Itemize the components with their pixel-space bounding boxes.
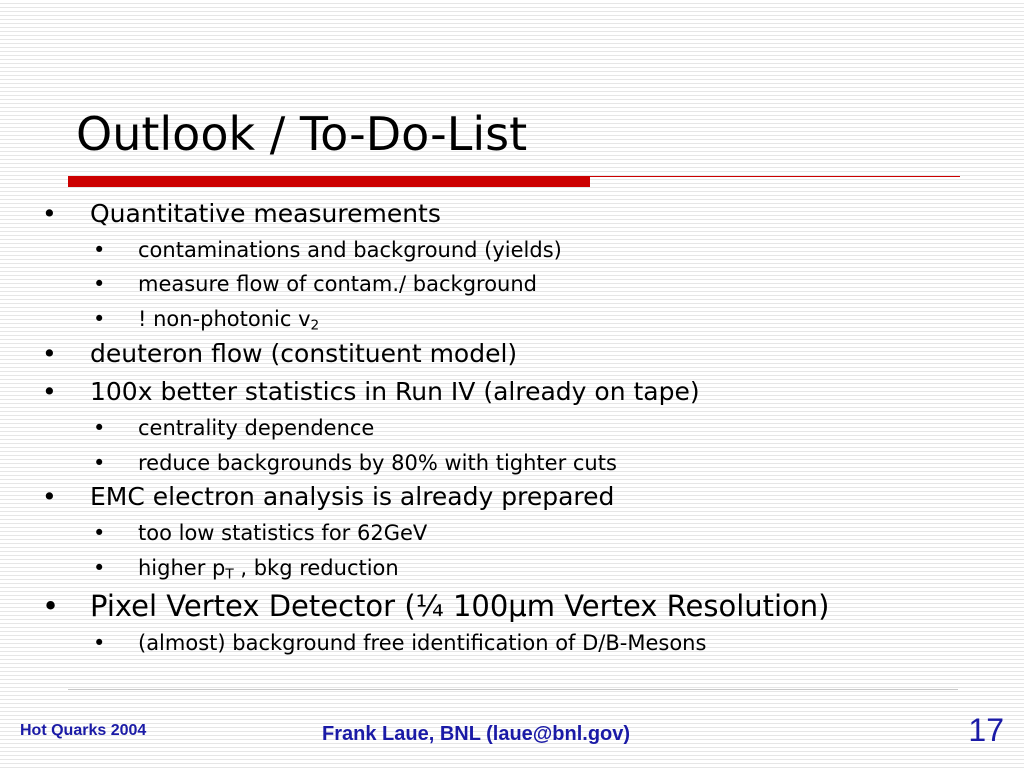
footer-conference: Hot Quarks 2004 bbox=[20, 722, 147, 739]
sub-bullet-contaminations bbox=[93, 236, 562, 264]
sub-bullet-centrality bbox=[93, 414, 375, 442]
bullet-dot: • bbox=[93, 521, 106, 545]
bullet-emc-electron bbox=[42, 481, 615, 513]
sub-bullet-non-photonic bbox=[93, 305, 320, 334]
footer-divider bbox=[68, 689, 958, 690]
bullet-dot: • bbox=[42, 482, 57, 511]
bullet-quantitative-measurements bbox=[42, 198, 441, 230]
bullet-text: ! non-photonic v bbox=[138, 307, 311, 331]
sub-bullet-background-free bbox=[93, 629, 707, 657]
bullet-dot: • bbox=[42, 377, 57, 406]
slide-number: 17 bbox=[968, 712, 1004, 748]
bullet-text: Pixel Vertex Detector (¼ 100μm Vertex Resolution) bbox=[90, 589, 830, 623]
bullet-dot: • bbox=[93, 451, 106, 475]
bullet-text: contaminations and background (yields) bbox=[138, 238, 562, 262]
bullet-better-statistics bbox=[42, 376, 700, 408]
bullet-dot: • bbox=[93, 416, 106, 440]
bullet-text: EMC electron analysis is already prepared bbox=[90, 482, 615, 511]
bullet-dot: • bbox=[42, 339, 57, 368]
bullet-text: reduce backgrounds by 80% with tighter cuts bbox=[138, 451, 617, 475]
bullet-text: higher p bbox=[138, 556, 226, 580]
bullet-text-tail: , bkg reduction bbox=[233, 556, 399, 580]
bullet-text: measure flow of contam./ background bbox=[138, 272, 537, 296]
footer-author: Frank Laue, BNL (laue@bnl.gov) bbox=[322, 723, 631, 745]
bullet-text: centrality dependence bbox=[138, 416, 375, 440]
bullet-dot: • bbox=[93, 631, 106, 655]
subscript: T bbox=[225, 566, 234, 583]
sub-bullet-higher-pt bbox=[93, 554, 399, 583]
bullet-text: too low statistics for 62GeV bbox=[138, 521, 428, 545]
sub-bullet-reduce-backgrounds bbox=[93, 449, 617, 477]
bullet-dot: • bbox=[42, 199, 57, 228]
bullet-dot: • bbox=[93, 307, 106, 331]
bullet-dot: • bbox=[93, 556, 106, 580]
bullet-text: Quantitative measurements bbox=[90, 199, 441, 228]
slide-title: Outlook / To-Do-List bbox=[76, 107, 528, 161]
bullet-text: deuteron flow (constituent model) bbox=[90, 339, 518, 368]
sub-bullet-measure-flow bbox=[93, 270, 537, 298]
bullet-text: 100x better statistics in Run IV (already on tape) bbox=[90, 377, 700, 406]
bullet-dot: • bbox=[93, 238, 106, 262]
bullet-dot: • bbox=[93, 272, 106, 296]
bullet-text: (almost) background free identification of D/B-Mesons bbox=[138, 631, 707, 655]
bullet-deuteron-flow bbox=[42, 338, 518, 370]
bullet-pixel-vertex bbox=[42, 588, 830, 624]
bullet-dot: • bbox=[42, 589, 60, 623]
subscript: 2 bbox=[310, 317, 320, 334]
sub-bullet-low-statistics bbox=[93, 519, 428, 547]
